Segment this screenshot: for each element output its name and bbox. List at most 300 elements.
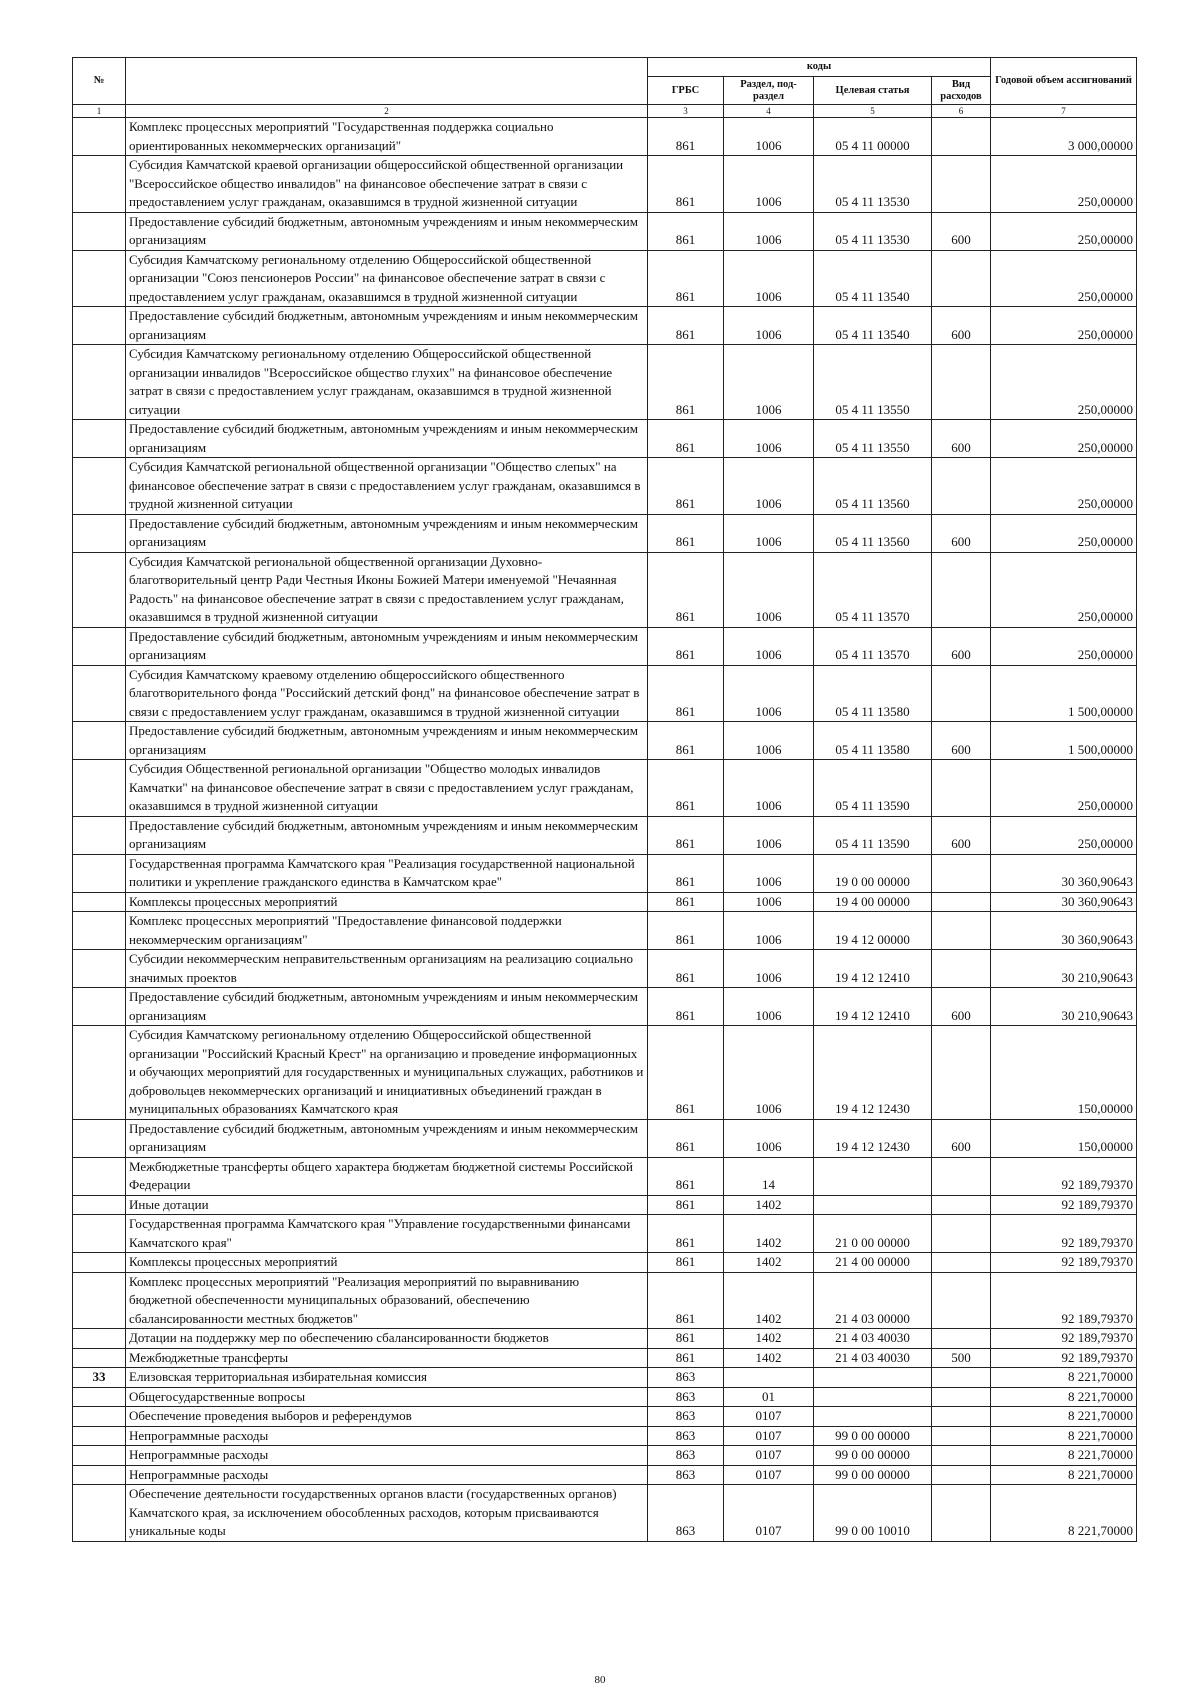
row-number (73, 458, 126, 515)
row-number (73, 552, 126, 627)
column-index-row (73, 105, 1137, 118)
row-number (73, 420, 126, 458)
row-expense-type (932, 950, 991, 988)
row-expense-type (932, 912, 991, 950)
row-amount: 30 210,90643 (991, 988, 1137, 1026)
header-tselevaya: Целевая статья (814, 77, 932, 105)
row-razdel: 1006 (724, 514, 814, 552)
row-grbs: 861 (648, 1215, 724, 1253)
row-grbs: 861 (648, 760, 724, 817)
row-number (73, 722, 126, 760)
row-name: Субсидия Камчатскому краевому отделению общероссийского общественного благотворительного фонда "Российский детский фонд" на финансовое обеспечение затрат в связи с предоставлением услуг гражданам, оказавшимся в трудной жизненной ситуации (126, 665, 648, 722)
row-target-article: 05 4 11 13560 (814, 458, 932, 515)
row-razdel: 1006 (724, 345, 814, 420)
table-row (73, 1426, 1137, 1446)
row-name: Предоставление субсидий бюджетным, автономным учреждениям и иным некоммерческим организациям (126, 722, 648, 760)
row-name: Государственная программа Камчатского края "Управление государственными финансами Камчатского края" (126, 1215, 648, 1253)
table-row (73, 307, 1137, 345)
row-number (73, 988, 126, 1026)
table-row (73, 1272, 1137, 1329)
row-expense-type: 600 (932, 816, 991, 854)
row-name: Межбюджетные трансферты общего характера бюджетам бюджетной системы Российской Федерации (126, 1157, 648, 1195)
row-target-article (814, 1195, 932, 1215)
row-target-article: 05 4 11 13590 (814, 760, 932, 817)
row-grbs: 861 (648, 665, 724, 722)
row-target-article: 05 4 11 13580 (814, 665, 932, 722)
row-amount: 250,00000 (991, 420, 1137, 458)
row-target-article: 19 4 00 00000 (814, 892, 932, 912)
row-name: Дотации на поддержку мер по обеспечению сбалансированности бюджетов (126, 1329, 648, 1349)
row-amount: 250,00000 (991, 156, 1137, 213)
row-expense-type (932, 118, 991, 156)
row-amount: 8 221,70000 (991, 1407, 1137, 1427)
table-row (73, 1157, 1137, 1195)
row-name: Обеспечение проведения выборов и референдумов (126, 1407, 648, 1427)
row-name: Елизовская территориальная избирательная комиссия (126, 1368, 648, 1388)
row-amount: 250,00000 (991, 760, 1137, 817)
row-target-article: 05 4 11 13550 (814, 345, 932, 420)
row-grbs: 861 (648, 892, 724, 912)
row-grbs: 861 (648, 250, 724, 307)
table-row (73, 665, 1137, 722)
row-expense-type (932, 250, 991, 307)
row-number (73, 1119, 126, 1157)
row-grbs: 861 (648, 420, 724, 458)
row-number (73, 1387, 126, 1407)
row-grbs: 861 (648, 118, 724, 156)
row-number (73, 816, 126, 854)
row-amount: 250,00000 (991, 307, 1137, 345)
table-row (73, 912, 1137, 950)
row-target-article (814, 1387, 932, 1407)
row-target-article: 05 4 11 13590 (814, 816, 932, 854)
row-target-article: 05 4 11 13530 (814, 156, 932, 213)
row-amount: 250,00000 (991, 458, 1137, 515)
row-expense-type (932, 854, 991, 892)
row-expense-type (932, 1465, 991, 1485)
row-grbs: 861 (648, 212, 724, 250)
row-amount: 8 221,70000 (991, 1368, 1137, 1388)
row-grbs: 861 (648, 458, 724, 515)
row-name: Предоставление субсидий бюджетным, автономным учреждениям и иным некоммерческим организациям (126, 514, 648, 552)
row-expense-type: 600 (932, 627, 991, 665)
row-name: Субсидия Камчатской региональной общественной организации "Общество слепых" на финансовое обеспечение затрат в связи с предоставлением услуг гражданам, оказавшимся в трудной жизненной ситуации (126, 458, 648, 515)
row-expense-type (932, 1215, 991, 1253)
row-razdel: 1006 (724, 118, 814, 156)
row-number: 33 (73, 1368, 126, 1388)
row-expense-type (932, 665, 991, 722)
row-expense-type: 600 (932, 212, 991, 250)
row-name: Субсидия Камчатской региональной общественной организации Духовно-благотворительный центр Ради Честныя Иконы Божией Матери именуемой "Нечаянная Радость" на финансовое обеспечение затрат в связи с предоставлением услуг гражданам, оказавшимся в трудной жизненной ситуации (126, 552, 648, 627)
table-row (73, 627, 1137, 665)
header-razdel: Раздел, под-раздел (724, 77, 814, 105)
row-grbs: 861 (648, 1329, 724, 1349)
header-name-blank (126, 58, 648, 105)
row-razdel: 0107 (724, 1465, 814, 1485)
row-target-article: 19 4 12 12410 (814, 988, 932, 1026)
row-amount: 250,00000 (991, 552, 1137, 627)
row-expense-type: 500 (932, 1348, 991, 1368)
row-target-article: 21 4 00 00000 (814, 1253, 932, 1273)
table-row (73, 1485, 1137, 1542)
row-number (73, 212, 126, 250)
row-razdel: 1402 (724, 1215, 814, 1253)
row-expense-type (932, 552, 991, 627)
row-razdel: 0107 (724, 1446, 814, 1466)
row-expense-type: 600 (932, 307, 991, 345)
row-target-article (814, 1368, 932, 1388)
row-target-article: 99 0 00 00000 (814, 1446, 932, 1466)
row-expense-type: 600 (932, 514, 991, 552)
row-name: Субсидия Камчатскому региональному отделению Общероссийской общественной организации инвалидов "Всероссийское общество глухих" на финансовое обеспечение затрат в связи с предоставлением услуг гражданам, оказавшимся в трудной жизненной ситуации (126, 345, 648, 420)
row-number (73, 1157, 126, 1195)
row-razdel: 01 (724, 1387, 814, 1407)
row-target-article (814, 1157, 932, 1195)
header-vid: Вид расходов (932, 77, 991, 105)
row-target-article: 19 4 12 12430 (814, 1026, 932, 1120)
row-razdel: 1006 (724, 816, 814, 854)
row-amount: 92 189,79370 (991, 1348, 1137, 1368)
row-expense-type: 600 (932, 420, 991, 458)
table-row (73, 1348, 1137, 1368)
table-row (73, 1026, 1137, 1120)
row-number (73, 760, 126, 817)
table-body (73, 118, 1137, 1542)
row-target-article: 19 4 12 12410 (814, 950, 932, 988)
row-number (73, 345, 126, 420)
row-target-article: 19 4 12 12430 (814, 1119, 932, 1157)
column-index: 7 (991, 105, 1137, 118)
table-row (73, 156, 1137, 213)
row-grbs: 861 (648, 912, 724, 950)
header-grbs: ГРБС (648, 77, 724, 105)
row-name: Комплексы процессных мероприятий (126, 892, 648, 912)
row-razdel: 1006 (724, 307, 814, 345)
row-amount: 250,00000 (991, 212, 1137, 250)
table-row (73, 118, 1137, 156)
row-expense-type: 600 (932, 988, 991, 1026)
row-number (73, 1348, 126, 1368)
table-row (73, 722, 1137, 760)
row-number (73, 250, 126, 307)
row-target-article: 21 0 00 00000 (814, 1215, 932, 1253)
table-row (73, 420, 1137, 458)
row-expense-type (932, 1253, 991, 1273)
row-target-article: 05 4 11 13530 (814, 212, 932, 250)
row-name: Субсидия Камчатской краевой организации общероссийской общественной организации "Всероссийское общество инвалидов" на финансовое обеспечение затрат в связи с предоставлением услуг гражданам, оказавшимся в трудной жизненной ситуации (126, 156, 648, 213)
row-number (73, 854, 126, 892)
column-index: 4 (724, 105, 814, 118)
row-razdel: 1006 (724, 1026, 814, 1120)
row-grbs: 861 (648, 1272, 724, 1329)
row-name: Государственная программа Камчатского края "Реализация государственной национальной политики и укрепление гражданского единства в Камчатском крае" (126, 854, 648, 892)
row-razdel: 1006 (724, 665, 814, 722)
row-grbs: 861 (648, 627, 724, 665)
table-row (73, 1368, 1137, 1388)
row-razdel: 1006 (724, 854, 814, 892)
table-row (73, 552, 1137, 627)
row-grbs: 861 (648, 514, 724, 552)
header-num: № (73, 58, 126, 105)
row-grbs: 863 (648, 1485, 724, 1542)
row-razdel (724, 1368, 814, 1388)
row-razdel: 1402 (724, 1195, 814, 1215)
column-index: 2 (126, 105, 648, 118)
row-amount: 92 189,79370 (991, 1215, 1137, 1253)
row-razdel: 1006 (724, 458, 814, 515)
row-number (73, 307, 126, 345)
row-amount: 30 360,90643 (991, 892, 1137, 912)
row-expense-type (932, 1407, 991, 1427)
column-index: 1 (73, 105, 126, 118)
column-index: 5 (814, 105, 932, 118)
row-amount: 30 360,90643 (991, 854, 1137, 892)
row-target-article: 05 4 11 13580 (814, 722, 932, 760)
table-row (73, 1465, 1137, 1485)
row-name: Предоставление субсидий бюджетным, автономным учреждениям и иным некоммерческим организациям (126, 627, 648, 665)
row-amount: 92 189,79370 (991, 1253, 1137, 1273)
row-amount: 250,00000 (991, 250, 1137, 307)
row-name: Межбюджетные трансферты (126, 1348, 648, 1368)
row-number (73, 1446, 126, 1466)
row-amount: 3 000,00000 (991, 118, 1137, 156)
row-number (73, 1465, 126, 1485)
row-amount: 1 500,00000 (991, 665, 1137, 722)
row-grbs: 861 (648, 722, 724, 760)
row-name: Субсидия Общественной региональной организации "Общество молодых инвалидов Камчатки" на финансовое обеспечение затрат в связи с предоставлением услуг гражданам, оказавшимся в трудной жизненной ситуации (126, 760, 648, 817)
row-razdel: 1006 (724, 552, 814, 627)
row-grbs: 861 (648, 1253, 724, 1273)
header-sum: Годовой объем ассигнований (991, 58, 1137, 105)
row-amount: 250,00000 (991, 816, 1137, 854)
row-name: Комплекс процессных мероприятий "Реализация мероприятий по выравниванию бюджетной обеспеченности муниципальных образований, обеспечению сбалансированности местных бюджетов" (126, 1272, 648, 1329)
row-razdel: 1006 (724, 760, 814, 817)
row-grbs: 861 (648, 816, 724, 854)
row-grbs: 861 (648, 1348, 724, 1368)
row-grbs: 863 (648, 1465, 724, 1485)
row-name: Предоставление субсидий бюджетным, автономным учреждениям и иным некоммерческим организациям (126, 420, 648, 458)
row-grbs: 863 (648, 1446, 724, 1466)
row-grbs: 863 (648, 1426, 724, 1446)
row-grbs: 861 (648, 1119, 724, 1157)
row-target-article: 19 0 00 00000 (814, 854, 932, 892)
row-razdel: 1006 (724, 988, 814, 1026)
row-name: Обеспечение деятельности государственных органов власти (государственных органов) Камчатского края, за исключением обособленных расходов, которым присваиваются уникальные коды (126, 1485, 648, 1542)
table-row (73, 514, 1137, 552)
table-row (73, 1195, 1137, 1215)
row-razdel: 1006 (724, 156, 814, 213)
row-amount: 250,00000 (991, 627, 1137, 665)
row-name: Субсидия Камчатскому региональному отделению Общероссийской общественной организации "Российский Красный Крест" на организацию и проведение информационных и обучающих мероприятий для государственных и муниципальных служащих, работников и добровольцев некоммерческих организаций и инициативных объединений граждан в муниципальных образованиях Камчатского края (126, 1026, 648, 1120)
row-target-article: 21 4 03 40030 (814, 1329, 932, 1349)
row-name: Субсидии некоммерческим неправительственным организациям на реализацию социально значимых проектов (126, 950, 648, 988)
row-name: Непрограммные расходы (126, 1465, 648, 1485)
row-grbs: 861 (648, 854, 724, 892)
row-name: Предоставление субсидий бюджетным, автономным учреждениям и иным некоммерческим организациям (126, 307, 648, 345)
table-row (73, 854, 1137, 892)
row-grbs: 863 (648, 1407, 724, 1427)
row-name: Непрограммные расходы (126, 1426, 648, 1446)
row-razdel: 1006 (724, 950, 814, 988)
row-razdel: 1402 (724, 1253, 814, 1273)
table-row (73, 1387, 1137, 1407)
row-amount: 150,00000 (991, 1026, 1137, 1120)
row-amount: 92 189,79370 (991, 1157, 1137, 1195)
row-grbs: 861 (648, 1026, 724, 1120)
row-number (73, 950, 126, 988)
row-grbs: 863 (648, 1368, 724, 1388)
row-grbs: 861 (648, 988, 724, 1026)
row-number (73, 118, 126, 156)
row-grbs: 861 (648, 1157, 724, 1195)
row-number (73, 1215, 126, 1253)
row-target-article: 05 4 11 13570 (814, 552, 932, 627)
row-name: Комплексы процессных мероприятий (126, 1253, 648, 1273)
row-target-article: 05 4 11 00000 (814, 118, 932, 156)
row-target-article (814, 1407, 932, 1427)
table-row (73, 950, 1137, 988)
row-grbs: 861 (648, 345, 724, 420)
row-amount: 92 189,79370 (991, 1329, 1137, 1349)
row-expense-type (932, 345, 991, 420)
row-name: Иные дотации (126, 1195, 648, 1215)
row-number (73, 1026, 126, 1120)
row-razdel: 1006 (724, 420, 814, 458)
row-razdel: 1402 (724, 1329, 814, 1349)
row-amount: 8 221,70000 (991, 1387, 1137, 1407)
table-header (73, 58, 1137, 118)
row-target-article: 05 4 11 13560 (814, 514, 932, 552)
row-expense-type: 600 (932, 722, 991, 760)
row-expense-type (932, 1485, 991, 1542)
row-name: Предоставление субсидий бюджетным, автономным учреждениям и иным некоммерческим организациям (126, 988, 648, 1026)
row-razdel: 1006 (724, 1119, 814, 1157)
row-target-article: 19 4 12 00000 (814, 912, 932, 950)
row-number (73, 1426, 126, 1446)
table-row (73, 760, 1137, 817)
row-razdel: 14 (724, 1157, 814, 1195)
row-amount: 8 221,70000 (991, 1465, 1137, 1485)
row-expense-type (932, 1157, 991, 1195)
table-row (73, 345, 1137, 420)
row-expense-type (932, 156, 991, 213)
row-expense-type: 600 (932, 1119, 991, 1157)
row-number (73, 156, 126, 213)
row-expense-type (932, 1329, 991, 1349)
budget-sheet (72, 57, 1136, 1542)
row-name: Комплекс процессных мероприятий "Государственная поддержка социально ориентированных некоммерческих организаций" (126, 118, 648, 156)
row-razdel: 1402 (724, 1348, 814, 1368)
row-name: Предоставление субсидий бюджетным, автономным учреждениям и иным некоммерческим организациям (126, 1119, 648, 1157)
row-expense-type (932, 1272, 991, 1329)
row-expense-type (932, 1026, 991, 1120)
row-razdel: 1006 (724, 627, 814, 665)
table-row (73, 250, 1137, 307)
row-name: Субсидия Камчатскому региональному отделению Общероссийской общественной организации "Союз пенсионеров России" на финансовое обеспечение затрат в связи с предоставлением услуг гражданам, оказавшимся в трудной жизненной ситуации (126, 250, 648, 307)
row-amount: 92 189,79370 (991, 1272, 1137, 1329)
table-row (73, 1446, 1137, 1466)
row-number (73, 1272, 126, 1329)
row-expense-type (932, 1368, 991, 1388)
row-amount: 250,00000 (991, 514, 1137, 552)
row-target-article: 99 0 00 00000 (814, 1465, 932, 1485)
row-grbs: 863 (648, 1387, 724, 1407)
table-row (73, 458, 1137, 515)
row-razdel: 1006 (724, 892, 814, 912)
row-expense-type (932, 1446, 991, 1466)
row-grbs: 861 (648, 950, 724, 988)
row-expense-type (932, 760, 991, 817)
row-amount: 30 360,90643 (991, 912, 1137, 950)
row-number (73, 1253, 126, 1273)
table-row (73, 816, 1137, 854)
table-row (73, 1119, 1137, 1157)
row-number (73, 627, 126, 665)
row-grbs: 861 (648, 307, 724, 345)
row-name: Предоставление субсидий бюджетным, автономным учреждениям и иным некоммерческим организациям (126, 212, 648, 250)
column-index: 6 (932, 105, 991, 118)
row-target-article: 05 4 11 13540 (814, 250, 932, 307)
table-row (73, 1253, 1137, 1273)
row-amount: 8 221,70000 (991, 1485, 1137, 1542)
page-number: 80 (594, 1674, 606, 1686)
table-row (73, 1329, 1137, 1349)
row-target-article: 05 4 11 13550 (814, 420, 932, 458)
row-amount: 150,00000 (991, 1119, 1137, 1157)
row-grbs: 861 (648, 156, 724, 213)
row-name: Комплекс процессных мероприятий "Предоставление финансовой поддержки некоммерческим организациям" (126, 912, 648, 950)
row-amount: 250,00000 (991, 345, 1137, 420)
row-razdel: 0107 (724, 1485, 814, 1542)
row-target-article: 99 0 00 00000 (814, 1426, 932, 1446)
row-expense-type (932, 1426, 991, 1446)
row-name: Общегосударственные вопросы (126, 1387, 648, 1407)
row-name: Предоставление субсидий бюджетным, автономным учреждениям и иным некоммерческим организациям (126, 816, 648, 854)
row-number (73, 1485, 126, 1542)
row-amount: 30 210,90643 (991, 950, 1137, 988)
row-expense-type (932, 458, 991, 515)
row-razdel: 0107 (724, 1407, 814, 1427)
table-row (73, 892, 1137, 912)
row-number (73, 1407, 126, 1427)
row-target-article: 99 0 00 10010 (814, 1485, 932, 1542)
row-grbs: 861 (648, 552, 724, 627)
row-target-article: 21 4 03 40030 (814, 1348, 932, 1368)
row-amount: 1 500,00000 (991, 722, 1137, 760)
table-row (73, 988, 1137, 1026)
row-expense-type (932, 1387, 991, 1407)
row-razdel: 1006 (724, 212, 814, 250)
row-target-article: 05 4 11 13570 (814, 627, 932, 665)
row-grbs: 861 (648, 1195, 724, 1215)
row-razdel: 1006 (724, 250, 814, 307)
table-row (73, 1215, 1137, 1253)
row-number (73, 1195, 126, 1215)
row-number (73, 665, 126, 722)
budget-table (72, 57, 1137, 1542)
header-codes: коды (648, 58, 991, 77)
row-razdel: 1402 (724, 1272, 814, 1329)
row-number (73, 912, 126, 950)
table-row (73, 212, 1137, 250)
row-amount: 92 189,79370 (991, 1195, 1137, 1215)
table-row (73, 1407, 1137, 1427)
row-razdel: 1006 (724, 912, 814, 950)
row-amount: 8 221,70000 (991, 1446, 1137, 1466)
row-target-article: 21 4 03 00000 (814, 1272, 932, 1329)
row-razdel: 1006 (724, 722, 814, 760)
row-number (73, 514, 126, 552)
